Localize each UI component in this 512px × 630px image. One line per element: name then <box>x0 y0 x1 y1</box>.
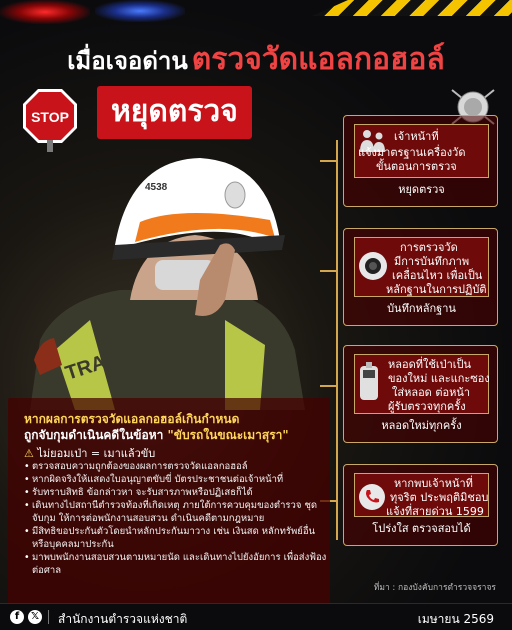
panel-subheading-prefix: ถูกจับกุมดำเนินคดีในข้อหา <box>24 428 164 442</box>
stop-sign-text: STOP <box>31 109 69 125</box>
connector-branch <box>320 270 338 272</box>
card-footer: โปร่งใส ตรวจสอบได้ <box>372 522 471 535</box>
breathalyzer-icon <box>358 362 380 402</box>
source-credit: ที่มา : กองบังคับการตำรวจจราจร <box>373 583 496 593</box>
vest-text: TRA <box>62 351 109 385</box>
card-text: เจ้าหน้าที่ <box>394 130 439 143</box>
card-text: ผู้รับตรวจทุกครั้ง <box>388 400 466 413</box>
helmet-number: 4538 <box>145 182 168 193</box>
card-text: การตรวจวัด <box>400 241 458 254</box>
card-text: แจ้งมาตรฐานเครื่องวัด <box>358 146 466 159</box>
info-card-inspection <box>343 115 498 207</box>
title-white: เมื่อเจอด่าน <box>67 48 188 75</box>
card-connector <box>336 140 338 540</box>
stop-sign-icon <box>22 88 78 144</box>
connector-branch <box>320 160 338 162</box>
publish-date: เมษายน 2569 <box>417 612 494 626</box>
procedure-panel <box>8 398 330 610</box>
card-text: เคลื่อนไหว เพื่อเป็น <box>392 269 483 282</box>
card-text: หลักฐานในการปฏิบัติ <box>386 283 487 296</box>
info-card-hotline <box>343 464 498 546</box>
card-text: ของใหม่ และแกะซอง <box>388 372 490 385</box>
siren-light-red <box>0 0 90 24</box>
facebook-icon[interactable]: f <box>10 610 24 624</box>
card-text: หลอดที่ใช้เป่าเป็น <box>388 358 472 371</box>
warning-icon: ⚠ <box>24 447 34 460</box>
officer-illustration <box>20 150 330 410</box>
panel-subheading <box>24 426 289 445</box>
card-footer: หยุดตรวจ <box>398 183 445 196</box>
organization-name: สำนักงานตำรวจแห่งชาติ <box>58 612 188 626</box>
list-item: • หากผิดจริงให้แสดงใบอนุญาตขับขี่ บัตรประชาชนต่อเจ้าหน้าที่ <box>24 473 330 486</box>
info-card-tube <box>343 345 498 443</box>
footer-bar <box>0 603 512 630</box>
phone-icon <box>358 483 386 511</box>
card-text: มีการบันทึกภาพ <box>394 255 470 268</box>
camera-icon <box>358 251 388 281</box>
card-text: ใส่หลอด ต่อหน้า <box>392 386 471 399</box>
warning-text: ไม่ยอมเป่า = เมาแล้วขับ <box>37 447 156 460</box>
list-item: • มีสิทธิขอประกันตัวโดยนำหลักประกันมาวาง เช่น เงินสด หลักทรัพย์อื่น หรือบุคคลมาประกัน <box>24 525 330 551</box>
card-text: ขั้นตอนการตรวจ <box>376 160 457 173</box>
page-title <box>0 36 512 83</box>
title-red: ตรวจวัดแอลกอฮอล์ <box>191 43 445 76</box>
x-icon[interactable]: 𝕏 <box>28 610 42 624</box>
info-card-record <box>343 228 498 326</box>
footer-divider <box>48 610 49 624</box>
panel-subheading-quote: "ขับรถในขณะเมาสุรา" <box>167 428 289 442</box>
list-item: • เดินทางไปสถานีตำรวจท้องที่เกิดเหตุ ภายใต้การควบคุมของตำรวจ ชุดจับกุม ให้การต่อพนักงานสอบสวน ดำเนินคดีตามกฎหมาย <box>24 499 330 525</box>
list-item: • รับทราบสิทธิ ข้อกล่าวหา จะรับสารภาพหรือปฏิเสธก็ได้ <box>24 486 330 499</box>
card-footer: บันทึกหลักฐาน <box>387 302 456 315</box>
list-item: • ตรวจสอบความถูกต้องของผลการตรวจวัดแอลกอฮอล์ <box>24 460 330 473</box>
card-text: แจ้งที่สายด่วน 1599 <box>386 505 484 518</box>
procedure-list <box>16 460 330 577</box>
card-text: หากพบเจ้าหน้าที่ <box>394 477 473 490</box>
connector-branch <box>320 385 338 387</box>
stop-banner: หยุดตรวจ <box>97 86 252 139</box>
siren-light-blue <box>95 0 185 22</box>
list-item: • มาพบพนักงานสอบสวนตามหมายนัด และเดินทางไปยังอัยการ เพื่อส่งฟ้องต่อศาล <box>24 551 330 577</box>
panel-heading: หากผลการตรวจวัดแอลกอฮอล์เกินกำหนด <box>24 412 240 426</box>
card-footer: หลอดใหม่ทุกครั้ง <box>381 419 462 432</box>
card-text: ทุจริต ประพฤติมิชอบ <box>390 491 489 504</box>
